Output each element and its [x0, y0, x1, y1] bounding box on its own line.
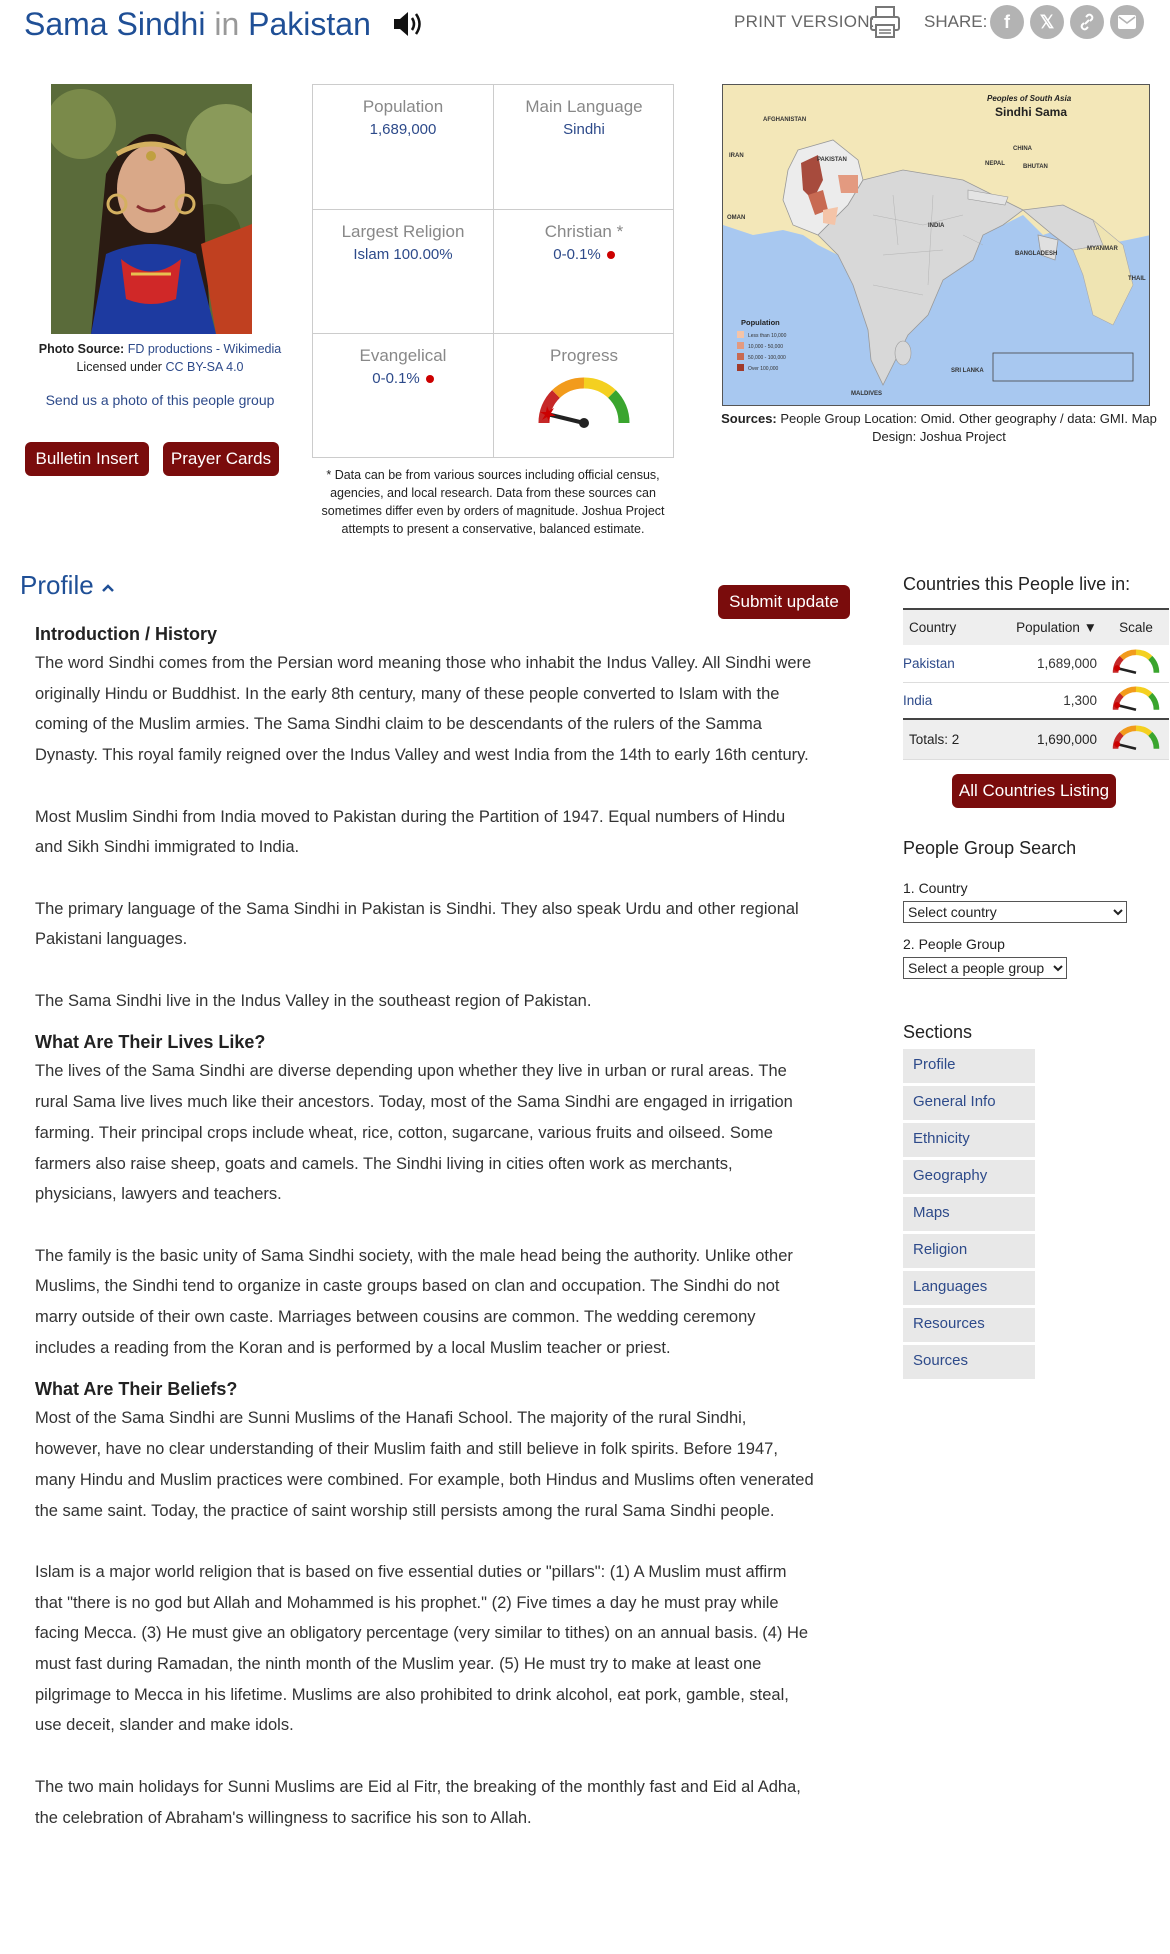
section-nav-sources[interactable] — [903, 1345, 1035, 1379]
section-nav-languages[interactable] — [903, 1271, 1035, 1305]
paragraph: The primary language of the Sama Sindhi in Pakistan is Sindhi. They also speak Urdu and other regional Pakistani languages. — [35, 899, 799, 949]
photo-credit — [10, 340, 310, 376]
section-nav-label[interactable]: Geography — [913, 1167, 988, 1184]
language-label: Main Language — [525, 97, 643, 116]
printer-icon[interactable] — [868, 5, 902, 44]
section-nav-ethnicity[interactable] — [903, 1123, 1035, 1157]
map-label-pakistan: PAKISTAN — [817, 157, 847, 163]
country-population: 1,300 — [993, 682, 1103, 719]
countries-heading: Countries this People live in: — [903, 574, 1131, 594]
photo-source-label: Photo Source: — [38, 342, 125, 356]
legend-swatch — [737, 353, 744, 360]
map-label-iran: IRAN — [729, 153, 744, 159]
chevron-up-icon[interactable] — [101, 570, 115, 600]
legend-item: Over 100,000 — [748, 366, 779, 372]
progress-gauge-icon[interactable] — [494, 376, 674, 433]
people-group-map[interactable] — [722, 84, 1150, 406]
language-value[interactable]: Sindhi — [563, 121, 605, 138]
link-icon[interactable] — [1070, 5, 1104, 39]
paragraph: Most of the Sama Sindhi are Sunni Muslims of the Hanafi School. The majority of the rural Sindhi, however, have no clear understanding of their Muslim faith and still believe in folk spirits. Before 1947, many Hindu and Muslim practices were combined. For example, both Hindus and Muslims often venerated the same saint. Today, the practice of saint worship still persists among the rural Sama Sindhi people. — [35, 1409, 814, 1520]
country-name: Pakistan — [248, 6, 371, 42]
profile-heading[interactable] — [20, 570, 115, 601]
christian-label: Christian * — [544, 222, 624, 241]
status-dot-icon — [426, 375, 434, 383]
map-sources-text: People Group Location: Omid. Other geography / data: GMI. Map Design: Joshua Project — [780, 411, 1157, 444]
map-label-nepal: NEPAL — [985, 161, 1005, 167]
table-row — [903, 682, 1169, 719]
legend-item: Less than 10,000 — [748, 333, 787, 339]
population-value[interactable]: 1,689,000 — [369, 121, 437, 138]
map-label-srilanka: SRI LANKA — [951, 368, 984, 374]
section-nav-label[interactable]: Sources — [913, 1352, 969, 1369]
section-nav-label[interactable]: Languages — [913, 1278, 988, 1295]
prayer-cards-button[interactable]: Prayer Cards — [163, 442, 279, 476]
legend-item: 10,000 - 50,000 — [748, 344, 784, 350]
send-photo-link[interactable]: Send us a photo of this people group — [45, 392, 275, 408]
people-group-select[interactable] — [903, 957, 1067, 979]
legend-swatch — [737, 364, 744, 371]
map-sources-label: Sources: — [721, 411, 777, 426]
status-dot-icon — [607, 251, 615, 259]
paragraph: The word Sindhi comes from the Persian word meaning those who inhabit the Indus Valley. All Sindhi were originally Hindu or Buddhist. In the early 8th century, many of these people converted to Islam with the coming of the Muslim armies. The Sama Sindhi claim to be descendants of the rulers of the Samma Dynasty. This royal family reigned over the Indus Valley and west India from the 14th to early 16th century. — [35, 654, 812, 765]
map-title-big: Sindhi Sama — [995, 105, 1068, 119]
country-field-label: 1. Country — [903, 880, 968, 896]
map-legend-title: Population — [741, 318, 780, 327]
col-scale: Scale — [1103, 609, 1169, 645]
totals-value: 1,690,000 — [993, 719, 1103, 759]
photo-source-link[interactable]: FD productions - Wikimedia — [127, 342, 282, 356]
all-countries-button[interactable]: All Countries Listing — [952, 774, 1116, 808]
religion-value[interactable]: Islam 100.00% — [353, 246, 453, 263]
country-select[interactable] — [903, 901, 1127, 923]
section-nav-profile[interactable] — [903, 1049, 1035, 1083]
license-text: Licensed under — [76, 360, 162, 374]
profile-article — [35, 620, 815, 1845]
license-link[interactable]: CC BY-SA 4.0 — [165, 360, 244, 374]
section-nav-resources[interactable] — [903, 1308, 1035, 1342]
country-link[interactable]: Pakistan — [903, 655, 955, 671]
section-nav-label[interactable]: Ethnicity — [913, 1130, 970, 1147]
paragraph: Islam is a major world religion that is based on five essential duties or "pillars": (1) A Muslim must affirm that "there is no god but Allah and Mohammed is his prophet." (2) Five times a day he must pray while facing Mecca. (3) He must give an obligatory percentage (very similar to tithes) on an annual basis. (4) He must fast during Ramadan, the ninth month of the Muslim year. (5) He must try to make at least one pilgrimage to Mecca in his lifetime. Muslims are also prohibited to drink alcohol, eat pork, gamble, steal, use deceit, slander and make idols. — [35, 1562, 809, 1735]
section-heading: What Are Their Lives Like? — [35, 1032, 266, 1053]
christian-value[interactable]: 0-0.1% — [553, 246, 601, 263]
title-in: in — [214, 6, 240, 42]
country-population: 1,689,000 — [993, 645, 1103, 682]
map-label-maldives: MALDIVES — [851, 391, 883, 397]
section-nav-general-info[interactable] — [903, 1086, 1035, 1120]
scale-gauge-icon — [1103, 719, 1169, 759]
evangelical-value[interactable]: 0-0.1% — [372, 370, 420, 387]
paragraph: The lives of the Sama Sindhi are diverse depending upon whether they live in urban or rural areas. The rural Sama live lives much like their ancestors. Today, most of the Sama Sindhi are engaged in irrigation farming. Their principal crops include wheat, rice, cotton, sugarcane, various fruits and oilseed. Some farmers also raise sheep, goats and camels. The Sindhi living in cities often work as merchants, physicians, lawyers and teachers. — [35, 1062, 793, 1204]
religion-label: Largest Religion — [341, 222, 465, 241]
section-nav-label[interactable]: Profile — [913, 1056, 956, 1073]
section-nav-label[interactable]: Maps — [913, 1204, 950, 1221]
map-label-oman: OMAN — [727, 215, 746, 221]
map-title-small: Peoples of South Asia — [987, 94, 1072, 103]
evangelical-stat — [313, 334, 493, 458]
map-label-india: INDIA — [928, 223, 945, 229]
facebook-icon[interactable]: f — [990, 5, 1024, 39]
data-note: * Data can be from various sources including official census, agencies, and local research. Data from these sources can sometimes differ even by orders of magnitude. Joshua Project attempts to present a conservative, balanced estimate. — [321, 468, 665, 536]
paragraph: The two main holidays for Sunni Muslims are Eid al Fitr, the breaking of the monthly fast and Eid al Adha, the celebration of Abraham's willingness to sacrifice his son to Allah. — [35, 1777, 801, 1827]
profile-heading-text: Profile — [20, 570, 94, 600]
progress-label: Progress — [549, 346, 619, 365]
paragraph: The Sama Sindhi live in the Indus Valley in the southeast region of Pakistan. — [35, 991, 592, 1010]
paragraph: The family is the basic unity of Sama Sindhi society, with the male head being the authority. Unlike other Muslims, the Sindhi tend to organize in caste groups based on clan and occupation. The Sindhi do not marry outside of their own caste. Marriages between cousins are common. The wedding ceremony includes a reading from the Koran and is performed by a local Muslim teacher or priest. — [35, 1246, 793, 1357]
section-heading: What Are Their Beliefs? — [35, 1379, 238, 1400]
map-label-china: CHINA — [1013, 146, 1032, 152]
map-label-bhutan: BHUTAN — [1023, 164, 1048, 170]
section-nav-maps[interactable] — [903, 1197, 1035, 1231]
people-group-field-label: 2. People Group — [903, 936, 1005, 952]
col-country[interactable]: Country — [903, 609, 993, 645]
language-stat — [494, 85, 674, 209]
christian-stat — [494, 210, 674, 334]
scale-gauge-icon — [1103, 682, 1169, 719]
paragraph: Most Muslim Sindhi from India moved to Pakistan during the Partition of 1947. Equal numbers of Hindu and Sikh Sindhi immigrated to India. — [35, 807, 786, 857]
x-twitter-icon[interactable]: 𝕏 — [1030, 5, 1064, 39]
legend-swatch — [737, 342, 744, 349]
legend-item: 50,000 - 100,000 — [748, 355, 786, 361]
col-population[interactable]: Population ▼ — [993, 609, 1103, 645]
email-icon[interactable] — [1110, 5, 1144, 39]
legend-swatch — [737, 331, 744, 338]
evangelical-label: Evangelical — [359, 346, 447, 365]
map-label-afghanistan: AFGHANISTAN — [763, 117, 807, 123]
map-sources — [712, 410, 1166, 446]
population-stat — [313, 85, 493, 209]
speaker-icon[interactable] — [392, 5, 424, 49]
section-heading: Introduction / History — [35, 624, 217, 644]
bulletin-insert-button[interactable]: Bulletin Insert — [25, 442, 149, 476]
section-nav-label[interactable]: General Info — [913, 1093, 996, 1110]
progress-stat — [494, 334, 674, 458]
table-header-row — [903, 609, 1169, 645]
countries-table — [903, 608, 1169, 760]
share-label: SHARE: — [924, 12, 988, 31]
section-nav-religion[interactable] — [903, 1234, 1035, 1268]
map-label-thailand: THAIL — [1128, 276, 1146, 282]
sections-heading: Sections — [903, 1022, 973, 1042]
totals-label: Totals: 2 — [903, 719, 993, 759]
country-link[interactable]: India — [903, 692, 933, 708]
people-name: Sama Sindhi — [24, 6, 206, 42]
section-nav-geography[interactable] — [903, 1160, 1035, 1194]
scale-gauge-icon — [1103, 645, 1169, 682]
page-title — [24, 2, 424, 49]
map-label-myanmar: MYANMAR — [1087, 246, 1118, 252]
section-nav-label[interactable]: Resources — [913, 1315, 985, 1332]
stats-grid — [312, 84, 674, 458]
table-row — [903, 645, 1169, 682]
population-label: Population — [362, 97, 444, 116]
totals-row — [903, 719, 1169, 759]
section-nav-label[interactable]: Religion — [913, 1241, 968, 1258]
people-group-photo — [51, 84, 252, 334]
religion-stat — [313, 210, 493, 334]
print-version-label: PRINT VERSION: — [734, 12, 875, 31]
map-label-bangladesh: BANGLADESH — [1015, 251, 1058, 257]
search-heading: People Group Search — [903, 838, 1077, 858]
submit-update-button[interactable]: Submit update — [718, 585, 850, 619]
